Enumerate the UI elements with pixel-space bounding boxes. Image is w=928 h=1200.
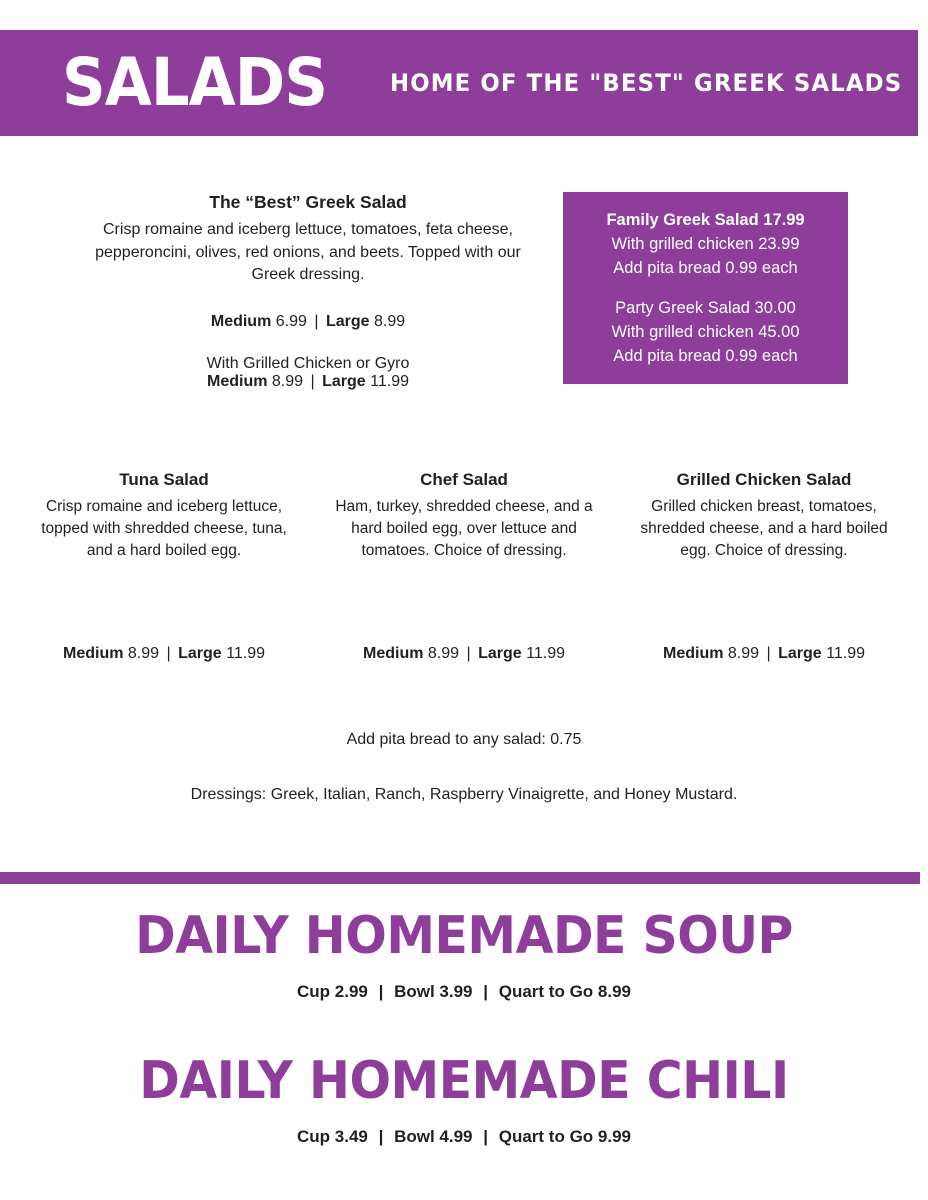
tuna-size1-price: 8.99 xyxy=(127,645,160,662)
greek-size2-price: 8.99 xyxy=(374,313,406,331)
greek-salad-section xyxy=(78,192,538,391)
greek-protein-prices xyxy=(78,373,538,391)
greek-salad-description: Crisp romaine and iceberg lettuce, tomatoes, feta cheese, pepperoncini, olives, red onions, and beets. Topped with our Greek dressing. xyxy=(95,221,521,284)
greek-size2-label: Large xyxy=(325,313,370,331)
grilled-size1-label: Medium xyxy=(663,645,724,662)
chili-cup-price: Cup 3.49 xyxy=(297,1127,368,1146)
price-divider: | xyxy=(483,982,489,1001)
chef-salad-description: Ham, turkey, shredded cheese, and a hard boiled egg, over lettuce and tomatoes. Choice of dressing. xyxy=(335,498,593,559)
tuna-size2-price: 11.99 xyxy=(226,645,265,662)
chili-prices xyxy=(0,1127,928,1147)
soup-heading: DAILY HOMEMADE SOUP xyxy=(135,906,793,966)
salads-banner xyxy=(0,30,918,136)
price-divider: | xyxy=(483,1127,489,1146)
grilled-chicken-salad-name: Grilled Chicken Salad xyxy=(676,470,852,489)
greek-salad-prices xyxy=(78,313,538,331)
family-party-salad-box xyxy=(563,192,848,384)
chili-quart-price: Quart to Go 9.99 xyxy=(498,1127,631,1146)
party-greek-salad-title: Party Greek Salad 30.00 xyxy=(615,298,796,317)
chili-bowl-price: Bowl 4.99 xyxy=(394,1127,473,1146)
chef-size1-price: 8.99 xyxy=(427,645,460,662)
greek-size1-label: Medium xyxy=(210,313,272,331)
price-divider: | xyxy=(378,1127,384,1146)
tuna-salad-description: Crisp romaine and iceberg lettuce, topped with shredded cheese, tuna, and a hard boiled egg. xyxy=(41,498,287,559)
chef-size2-price: 11.99 xyxy=(526,645,565,662)
family-greek-salad-pita: Add pita bread 0.99 each xyxy=(613,258,798,277)
chef-salad-item xyxy=(330,470,598,562)
chef-salad-name: Chef Salad xyxy=(420,470,508,489)
dressings-note: Dressings: Greek, Italian, Ranch, Raspberry Vinaigrette, and Honey Mustard. xyxy=(190,786,738,803)
chef-salad-prices xyxy=(330,645,598,663)
grilled-chicken-salad-prices xyxy=(630,645,898,663)
tuna-size1-label: Medium xyxy=(63,645,124,662)
soup-quart-price: Quart to Go 8.99 xyxy=(498,982,631,1001)
chili-heading: DAILY HOMEMADE CHILI xyxy=(139,1051,789,1111)
price-divider: | xyxy=(466,645,471,662)
party-greek-salad-chicken: With grilled chicken 45.00 xyxy=(611,322,800,341)
tuna-size2-label: Large xyxy=(178,645,222,662)
greek-protein-size1-label: Medium xyxy=(207,373,268,391)
price-divider: | xyxy=(314,313,319,331)
salad-columns xyxy=(30,470,898,562)
tuna-salad-item xyxy=(30,470,298,562)
banner-subtitle: HOME OF THE "BEST" GREEK SALADS xyxy=(390,69,903,97)
grilled-size2-price: 11.99 xyxy=(826,645,865,662)
grilled-size2-label: Large xyxy=(778,645,822,662)
tuna-salad-name: Tuna Salad xyxy=(119,470,209,489)
grilled-chicken-salad-description: Grilled chicken breast, tomatoes, shredded cheese, and a hard boiled egg. Choice of dressing. xyxy=(640,498,888,559)
chef-size1-label: Medium xyxy=(363,645,424,662)
greek-salad-name: The “Best” Greek Salad xyxy=(209,192,407,212)
greek-protein-size1-price: 8.99 xyxy=(271,373,304,391)
grilled-size1-price: 8.99 xyxy=(727,645,760,662)
soup-bowl-price: Bowl 3.99 xyxy=(394,982,473,1001)
soup-cup-price: Cup 2.99 xyxy=(297,982,368,1001)
section-divider xyxy=(0,872,920,884)
price-divider: | xyxy=(766,645,771,662)
party-greek-salad-pita: Add pita bread 0.99 each xyxy=(613,346,798,365)
banner-title: SALADS xyxy=(62,44,328,121)
pita-note: Add pita bread to any salad: 0.75 xyxy=(346,731,582,748)
family-greek-salad-chicken: With grilled chicken 23.99 xyxy=(611,234,800,253)
greek-protein-size2-price: 11.99 xyxy=(370,373,409,391)
box-spacer xyxy=(563,281,848,297)
chef-size2-label: Large xyxy=(478,645,522,662)
greek-size1-price: 6.99 xyxy=(275,313,307,331)
family-greek-salad-title: Family Greek Salad 17.99 xyxy=(606,211,805,229)
grilled-chicken-salad-item xyxy=(630,470,898,562)
tuna-salad-prices xyxy=(30,645,298,663)
price-divider: | xyxy=(310,373,315,391)
greek-protein-size2-label: Large xyxy=(322,373,366,391)
price-divider: | xyxy=(378,982,384,1001)
price-divider: | xyxy=(166,645,171,662)
greek-protein-note: With Grilled Chicken or Gyro xyxy=(206,355,410,373)
soup-prices xyxy=(0,982,928,1002)
